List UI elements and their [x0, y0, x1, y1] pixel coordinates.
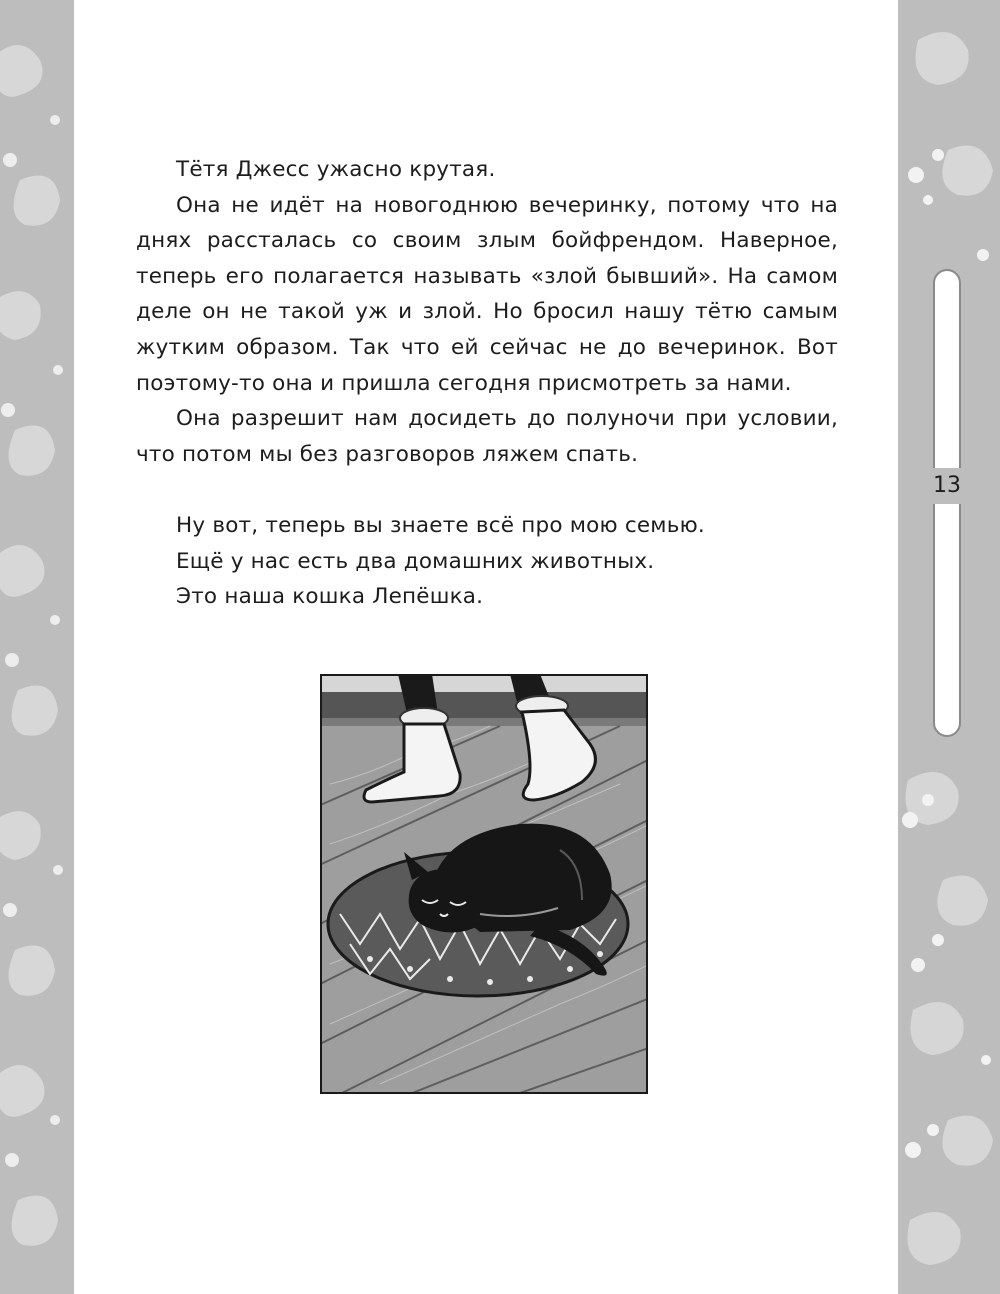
paragraph: Она не идёт на новогоднюю вечеринку, потому что на днях рассталась со своим злым бойфрендом. Наверное, теперь его полагается называть «злой бывший». На самом деле он не такой уж и злой. Но бросил нашу тётю самым жутким образом. Так что ей сейчас не до вечеринок. Вот поэтому-то она и пришла сегодня присмотреть за нами. [136, 192, 838, 396]
paragraph: Ну вот, теперь вы знаете всё про мою семью. [176, 512, 705, 538]
cat-illustration [320, 674, 648, 1094]
paragraph: Она разрешит нам досидеть до полуночи при условии, что потом мы без разговоров ляжем спать. [136, 406, 838, 467]
paragraph: Тётя Джесс ужасно крутая. [176, 157, 496, 182]
text-block [136, 152, 838, 615]
paragraph: Это наша кошка Лепёшка. [176, 584, 484, 610]
paragraph-gap [136, 472, 838, 508]
left-margin-pattern [0, 0, 74, 1294]
page-number: 13 [918, 468, 976, 504]
paragraph: Ещё у нас есть два домашних животных. [176, 548, 655, 574]
